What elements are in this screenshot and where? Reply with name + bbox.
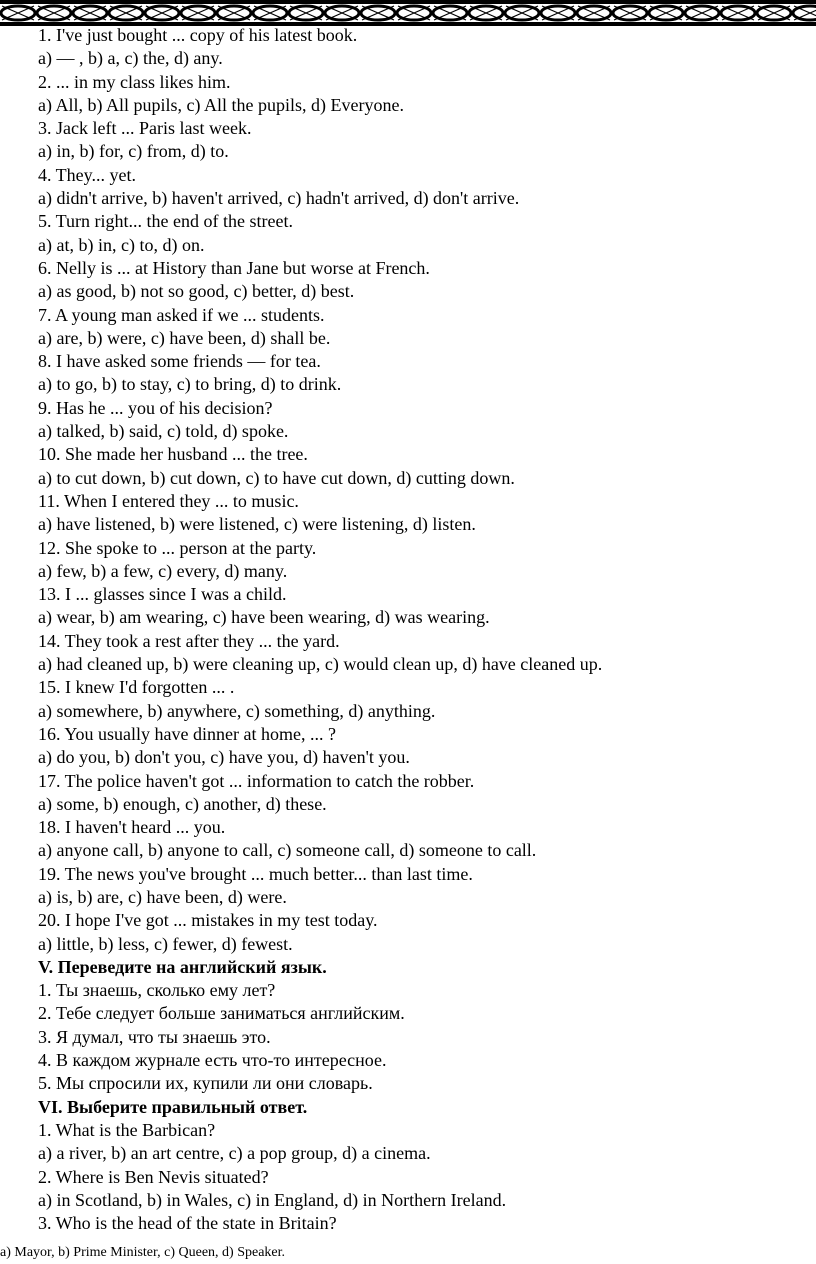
text-line: 1. Ты знаешь, сколько ему лет? [38,980,276,1001]
text-line: 7. A young man asked if we ... students. [38,304,325,325]
text-line: a) to go, b) to stay, c) to bring, d) to drink. [38,374,342,395]
text-line: 8. I have asked some friends — for tea. [38,351,321,372]
text-line: a) are, b) were, c) have been, d) shall be. [38,327,331,348]
section-heading: V. Переведите на английский язык. [38,956,327,977]
text-line: 4. В каждом журнале есть что-то интересное. [38,1050,387,1071]
text-line: a) have listened, b) were listened, c) were listening, d) listen. [38,514,476,535]
text-line: 10. She made her husband ... the tree. [38,444,308,465]
text-line: a) — , b) a, c) the, d) any. [38,48,223,69]
text-line: 3. Jack left ... Paris last week. [38,118,252,139]
text-line: a) is, b) are, c) have been, d) were. [38,886,287,907]
text-line: 16. You usually have dinner at home, ... ? [38,723,336,744]
text-line: a) few, b) a few, c) every, d) many. [38,560,288,581]
text-line: 12. She spoke to ... person at the party. [38,537,317,558]
text-line: 1. What is the Barbican? [38,1119,216,1140]
text-line: 4. They... yet. [38,164,136,185]
text-line: a) at, b) in, c) to, d) on. [38,234,205,255]
text-line: 19. The news you've brought ... much better... than last time. [38,863,473,884]
text-line: a) had cleaned up, b) were cleaning up, c) would clean up, d) have cleaned up. [38,654,603,675]
text-line: 5. Мы спросили их, купили ли они словарь. [38,1073,373,1094]
text-line: 18. I haven't heard ... you. [38,817,226,838]
text-line: 1. I've just bought ... copy of his latest book. [38,25,358,45]
text-line: 20. I hope I've got ... mistakes in my test today. [38,910,378,931]
text-line: a) in Scotland, b) in Wales, c) in England, d) in Northern Ireland. [38,1189,507,1210]
text-line: 15. I knew I'd forgotten ... . [38,677,235,698]
text-line: 2. ... in my class likes him. [38,71,231,92]
text-line: 6. Nelly is ... at History than Jane but worse at French. [38,257,430,278]
text-line: a) somewhere, b) anywhere, c) something, d) anything. [38,700,436,721]
text-line: 2. Where is Ben Nevis situated? [38,1166,269,1187]
text-line: a) a river, b) an art centre, c) a pop group, d) a cinema. [38,1143,431,1164]
text-line: a) All, b) All pupils, c) All the pupils, d) Everyone. [38,94,404,115]
text-line: a) little, b) less, c) fewer, d) fewest. [38,933,293,954]
text-line: 3. Я думал, что ты знаешь это. [38,1026,271,1047]
decorative-border [0,0,816,26]
worksheet-body [38,24,816,1235]
text-line: a) anyone call, b) anyone to call, c) someone call, d) someone to call. [38,840,537,861]
text-line: a) do you, b) don't you, c) have you, d) haven't you. [38,747,410,768]
text-line: 11. When I entered they ... to music. [38,490,299,511]
text-line: 9. Has he ... you of his decision? [38,397,273,418]
text-line: 14. They took a rest after they ... the yard. [38,630,340,651]
text-line: a) as good, b) not so good, c) better, d) best. [38,281,355,302]
text-line: a) in, b) for, c) from, d) to. [38,141,229,162]
answer-options-line: a) Mayor, b) Prime Minister, c) Queen, d) Speaker. [0,1245,286,1260]
text-line: 2. Тебе следует больше заниматься английским. [38,1003,405,1024]
text-line: a) wear, b) am wearing, c) have been wearing, d) was wearing. [38,607,490,628]
text-line: 17. The police haven't got ... information to catch the robber. [38,770,475,791]
text-line: 3. Who is the head of the state in Britain? [38,1213,337,1234]
text-line: a) to cut down, b) cut down, c) to have cut down, d) cutting down. [38,467,515,488]
text-line: a) didn't arrive, b) haven't arrived, c) hadn't arrived, d) don't arrive. [38,188,520,209]
text-line: a) talked, b) said, c) told, d) spoke. [38,421,289,442]
text-line: a) some, b) enough, c) another, d) these. [38,793,327,814]
section-heading: VI. Выберите правильный ответ. [38,1096,308,1117]
text-line: 13. I ... glasses since I was a child. [38,584,287,605]
text-line: 5. Turn right... the end of the street. [38,211,293,232]
